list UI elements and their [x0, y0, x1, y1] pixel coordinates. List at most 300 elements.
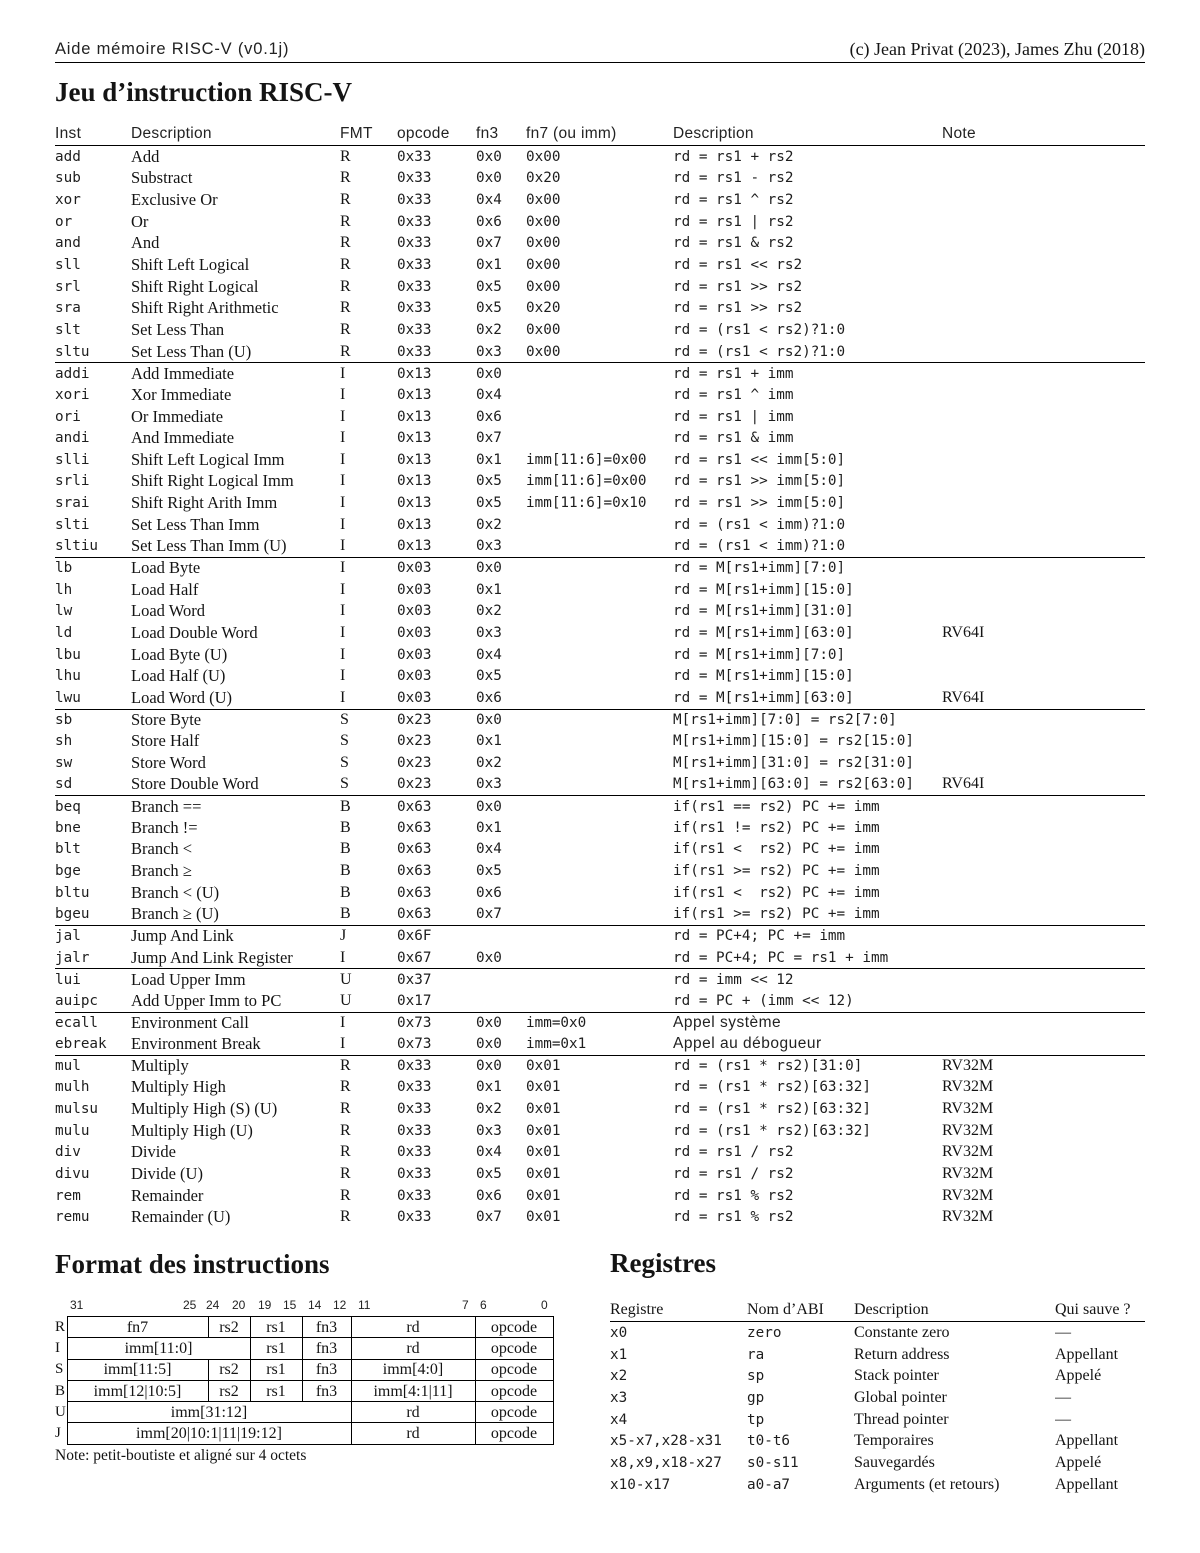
inst-fn3: 0x5	[476, 862, 502, 879]
register-row	[610, 1322, 1145, 1344]
instruction-row	[55, 1206, 1145, 1228]
inst-description: Load Byte (U)	[131, 644, 228, 664]
instruction-row	[55, 947, 1145, 969]
inst-semantics: rd = rs1 >> imm[5:0]	[673, 495, 846, 512]
inst-mnemonic: slli	[55, 451, 90, 468]
inst-fn3: 0x5	[476, 1165, 502, 1182]
inst-description: Shift Left Logical Imm	[131, 449, 285, 469]
inst-mnemonic: srai	[55, 495, 90, 512]
instruction-row	[55, 471, 1145, 493]
inst-fn3: 0x7	[476, 1209, 502, 1226]
format-field: rs1	[250, 1338, 302, 1359]
inst-mnemonic: sltu	[55, 343, 90, 360]
register-row	[610, 1409, 1145, 1431]
inst-format: R	[340, 234, 351, 252]
inst-fn3: 0x1	[476, 819, 502, 836]
inst-opcode: 0x33	[397, 148, 432, 165]
inst-format: R	[340, 342, 351, 360]
inst-semantics: rd = rs1 << rs2	[673, 257, 803, 274]
inst-description: Load Upper Imm	[131, 969, 246, 989]
inst-opcode: 0x13	[397, 451, 432, 468]
inst-mnemonic: bltu	[55, 884, 90, 901]
col-header-fn7: fn7 (ou imm)	[526, 125, 617, 142]
inst-opcode: 0x13	[397, 365, 432, 382]
copyright: (c) Jean Privat (2023), James Zhu (2018)	[849, 38, 1145, 59]
inst-semantics: M[rs1+imm][7:0] = rs2[7:0]	[673, 711, 897, 728]
inst-description: Multiply High (U)	[131, 1120, 253, 1140]
inst-fn7: 0x01	[526, 1209, 561, 1226]
inst-fn3: 0x7	[476, 906, 502, 923]
inst-fn3: 0x7	[476, 235, 502, 252]
instruction-row	[55, 665, 1145, 687]
bit-index: 11	[358, 1298, 371, 1312]
instruction-row	[55, 1185, 1145, 1207]
format-row-i	[55, 1338, 553, 1359]
inst-description: Xor Immediate	[131, 384, 232, 404]
register-saver: —	[1055, 1410, 1071, 1428]
inst-opcode: 0x33	[397, 213, 432, 230]
inst-opcode: 0x33	[397, 1079, 432, 1096]
inst-opcode: 0x63	[397, 819, 432, 836]
inst-description: Store Word	[131, 752, 206, 772]
format-field: imm[11:5]	[67, 1359, 208, 1380]
register-name: x1	[610, 1346, 628, 1363]
instruction-row	[55, 557, 1145, 579]
inst-description: Divide	[131, 1142, 176, 1162]
inst-semantics: rd = rs1 - rs2	[673, 170, 794, 187]
instruction-row	[55, 687, 1145, 709]
inst-mnemonic: ori	[55, 408, 81, 425]
inst-note: RV64I	[942, 775, 985, 793]
inst-description: Exclusive Or	[131, 190, 218, 210]
instruction-row	[55, 492, 1145, 514]
inst-description: Branch <	[131, 839, 193, 859]
inst-semantics: rd = rs1 | imm	[673, 408, 794, 425]
inst-opcode: 0x23	[397, 776, 432, 793]
register-row	[610, 1430, 1145, 1452]
inst-fn7: imm=0x1	[526, 1036, 587, 1053]
inst-description: Environment Break	[131, 1034, 261, 1054]
register-abi-name: t0-t6	[747, 1433, 791, 1450]
instruction-row	[55, 449, 1145, 471]
register-saver: —	[1055, 1323, 1071, 1341]
inst-description: Jump And Link	[131, 926, 234, 946]
instruction-row	[55, 1141, 1145, 1163]
inst-format: I	[340, 407, 346, 425]
inst-opcode: 0x63	[397, 906, 432, 923]
col-header-semantics: Description	[673, 125, 754, 142]
inst-format: I	[340, 559, 346, 577]
inst-fn7: 0x01	[526, 1058, 561, 1075]
format-field: opcode	[475, 1338, 553, 1359]
inst-mnemonic: beq	[55, 798, 81, 815]
inst-mnemonic: slti	[55, 516, 90, 533]
inst-semantics: rd = M[rs1+imm][63:0]	[673, 689, 854, 706]
bit-index: 0	[541, 1298, 548, 1312]
instruction-row	[55, 795, 1145, 817]
instruction-row	[55, 384, 1145, 406]
inst-fn7: 0x01	[526, 1122, 561, 1139]
inst-format: R	[340, 1143, 351, 1161]
inst-opcode: 0x33	[397, 1122, 432, 1139]
register-description: Thread pointer	[854, 1410, 949, 1428]
inst-description: Load Half	[131, 579, 199, 599]
register-row	[610, 1365, 1145, 1387]
inst-description: Load Word (U)	[131, 687, 233, 707]
inst-fn3: 0x1	[476, 581, 502, 598]
register-name: x8,x9,x18-x27	[610, 1454, 722, 1471]
inst-semantics: rd = (rs1 < imm)?1:0	[673, 538, 846, 555]
inst-note: RV32M	[942, 1057, 994, 1075]
inst-description: Load Word	[131, 601, 205, 621]
inst-description: Load Double Word	[131, 622, 258, 642]
inst-semantics: rd = rs1 << imm[5:0]	[673, 451, 846, 468]
inst-fn3: 0x2	[476, 603, 502, 620]
inst-mnemonic: ebreak	[55, 1036, 107, 1053]
register-description: Sauvegardés	[854, 1453, 935, 1471]
inst-format: I	[340, 472, 346, 490]
inst-fn3: 0x4	[476, 192, 502, 209]
inst-semantics: rd = PC+4; PC = rs1 + imm	[673, 949, 889, 966]
inst-fn3: 0x1	[476, 1079, 502, 1096]
format-title: Format des instructions	[55, 1249, 330, 1279]
instruction-row	[55, 622, 1145, 644]
instruction-row	[55, 233, 1145, 255]
inst-fn3: 0x2	[476, 321, 502, 338]
instruction-table	[55, 124, 1145, 1228]
col-header-register: Registre	[610, 1301, 664, 1318]
bit-index: 15	[283, 1298, 297, 1312]
inst-semantics: rd = (rs1 * rs2)[31:0]	[673, 1058, 863, 1075]
inst-format: R	[340, 1121, 351, 1139]
inst-description: Shift Left Logical	[131, 255, 250, 275]
inst-note: RV32M	[942, 1164, 994, 1182]
inst-semantics: M[rs1+imm][63:0] = rs2[63:0]	[673, 776, 915, 793]
inst-fn7: 0x00	[526, 278, 561, 295]
register-description: Return address	[854, 1345, 950, 1363]
format-field: rs2	[208, 1359, 250, 1380]
inst-fn7: 0x01	[526, 1187, 561, 1204]
inst-fn3: 0x0	[476, 1036, 502, 1053]
inst-format: I	[340, 494, 346, 512]
format-field: fn3	[302, 1380, 351, 1401]
inst-mnemonic: div	[55, 1144, 81, 1161]
registers-title: Registres	[610, 1248, 716, 1278]
inst-fn7: 0x00	[526, 257, 561, 274]
inst-semantics: rd = M[rs1+imm][31:0]	[673, 603, 854, 620]
instruction-row	[55, 319, 1145, 341]
inst-mnemonic: slt	[55, 321, 81, 338]
inst-format: R	[340, 1057, 351, 1075]
inst-note: RV32M	[942, 1121, 994, 1139]
inst-format: R	[340, 169, 351, 187]
inst-fn7: 0x01	[526, 1101, 561, 1117]
format-field: opcode	[475, 1423, 553, 1444]
instruction-row	[55, 600, 1145, 622]
inst-semantics: rd = PC + (imm << 12)	[673, 992, 854, 1009]
inst-fn3: 0x3	[476, 776, 502, 793]
register-saver: Appellant	[1055, 1475, 1119, 1493]
inst-fn3: 0x6	[476, 1187, 502, 1204]
inst-fn7: 0x01	[526, 1144, 561, 1161]
instruction-row	[55, 146, 1145, 168]
col-header-note: Note	[942, 125, 976, 142]
instruction-set-title: Jeu d’instruction RISC-V	[55, 77, 353, 107]
inst-format: I	[340, 645, 346, 663]
inst-description: Branch ≥ (U)	[131, 904, 219, 924]
inst-format: S	[340, 775, 349, 793]
col-header-reg-description: Description	[854, 1301, 929, 1318]
inst-description: And Immediate	[131, 428, 235, 448]
inst-description: Multiply	[131, 1056, 189, 1076]
inst-semantics: rd = (rs1 < imm)?1:0	[673, 516, 846, 533]
inst-opcode: 0x23	[397, 733, 432, 750]
bit-index: 19	[258, 1298, 272, 1312]
inst-description: Divide (U)	[131, 1163, 203, 1183]
inst-description: Add Upper Imm to PC	[131, 990, 282, 1010]
format-field: opcode	[475, 1380, 553, 1401]
inst-fn3: 0x3	[476, 538, 502, 555]
inst-format: R	[340, 1208, 351, 1226]
inst-fn3: 0x5	[476, 278, 502, 295]
document-title: Aide mémoire RISC-V (v0.1j)	[55, 39, 290, 58]
inst-opcode: 0x33	[397, 1165, 432, 1182]
col-header-fn3: fn3	[476, 125, 499, 142]
registers-table	[610, 1300, 1145, 1496]
inst-semantics: rd = imm << 12	[673, 971, 794, 988]
inst-fn7: 0x00	[526, 343, 561, 360]
inst-mnemonic: srli	[55, 473, 90, 490]
inst-opcode: 0x33	[397, 1144, 432, 1161]
inst-description: Branch < (U)	[131, 882, 220, 902]
inst-semantics: if(rs1 >= rs2) PC += imm	[673, 862, 880, 879]
inst-fn3: 0x0	[476, 170, 502, 187]
inst-semantics: rd = (rs1 * rs2)[63:32]	[673, 1101, 871, 1117]
instruction-row	[55, 1077, 1145, 1099]
register-row	[610, 1452, 1145, 1474]
inst-fn3: 0x4	[476, 646, 502, 663]
register-description: Global pointer	[854, 1388, 947, 1406]
format-field: opcode	[475, 1402, 553, 1423]
inst-format: I	[340, 537, 346, 555]
register-abi-name: tp	[747, 1411, 765, 1428]
inst-description: Environment Call	[131, 1012, 249, 1032]
inst-opcode: 0x33	[397, 1101, 432, 1117]
inst-format: R	[340, 1100, 351, 1117]
inst-format: R	[340, 191, 351, 209]
inst-mnemonic: sb	[55, 711, 73, 728]
inst-mnemonic: mulu	[55, 1122, 90, 1139]
inst-note: RV32M	[942, 1208, 994, 1226]
format-row-s	[55, 1359, 553, 1380]
instruction-row	[55, 709, 1145, 731]
inst-fn3: 0x7	[476, 430, 502, 447]
inst-opcode: 0x63	[397, 884, 432, 901]
inst-fn3: 0x0	[476, 560, 502, 577]
format-field: fn3	[302, 1359, 351, 1380]
inst-description: Add Immediate	[131, 363, 235, 383]
inst-description: Store Double Word	[131, 774, 259, 794]
inst-fn3: 0x4	[476, 386, 502, 403]
registers-table-body	[610, 1322, 1145, 1496]
inst-format: U	[340, 991, 352, 1009]
format-field: fn3	[302, 1338, 351, 1359]
instruction-row	[55, 341, 1145, 363]
inst-description: Shift Right Logical Imm	[131, 471, 294, 491]
inst-semantics: if(rs1 < rs2) PC += imm	[673, 884, 880, 901]
inst-format: R	[340, 1186, 351, 1204]
col-header-opcode: opcode	[397, 125, 450, 142]
register-row	[610, 1387, 1145, 1409]
inst-description: Multiply High	[131, 1077, 226, 1097]
inst-semantics: rd = M[rs1+imm][15:0]	[673, 668, 854, 685]
instruction-row	[55, 730, 1145, 752]
inst-fn3: 0x6	[476, 689, 502, 706]
inst-mnemonic: auipc	[55, 992, 99, 1009]
inst-note: RV32M	[942, 1186, 994, 1204]
instruction-row	[55, 579, 1145, 601]
inst-semantics: rd = rs1 & imm	[673, 430, 794, 447]
inst-mnemonic: addi	[55, 365, 90, 382]
inst-fn7: 0x00	[526, 192, 561, 209]
format-field: imm[31:12]	[67, 1402, 351, 1423]
inst-fn7: imm[11:6]=0x00	[526, 473, 647, 490]
inst-semantics: rd = rs1 >> rs2	[673, 300, 803, 317]
format-row-b	[55, 1380, 553, 1401]
inst-opcode: 0x13	[397, 538, 432, 555]
inst-semantics: if(rs1 == rs2) PC += imm	[673, 798, 880, 815]
inst-opcode: 0x63	[397, 798, 432, 815]
inst-description: Jump And Link Register	[131, 947, 293, 967]
inst-fn3: 0x4	[476, 1144, 502, 1161]
inst-fn7: 0x00	[526, 235, 561, 252]
inst-format: I	[340, 948, 346, 966]
inst-format: R	[340, 299, 351, 317]
inst-description: Store Half	[131, 731, 200, 751]
register-name: x4	[610, 1411, 628, 1428]
inst-format: I	[340, 429, 346, 447]
inst-fn7: 0x20	[526, 170, 561, 187]
inst-opcode: 0x03	[397, 646, 432, 663]
inst-description: Substract	[131, 168, 193, 188]
inst-semantics: rd = rs1 + rs2	[673, 148, 794, 165]
format-field: rd	[351, 1402, 475, 1423]
inst-description: Set Less Than Imm (U)	[131, 536, 287, 556]
instruction-row	[55, 168, 1145, 190]
inst-semantics: rd = PC+4; PC += imm	[673, 928, 846, 945]
inst-mnemonic: andi	[55, 430, 90, 447]
inst-fn3: 0x2	[476, 516, 502, 533]
inst-semantics: rd = M[rs1+imm][7:0]	[673, 560, 846, 577]
inst-mnemonic: mulh	[55, 1079, 90, 1096]
inst-description: Set Less Than (U)	[131, 341, 252, 361]
register-row	[610, 1344, 1145, 1366]
inst-description: Branch !=	[131, 817, 198, 837]
register-abi-name: ra	[747, 1346, 765, 1363]
inst-mnemonic: srl	[55, 278, 81, 295]
instruction-row	[55, 774, 1145, 796]
inst-mnemonic: lwu	[55, 689, 81, 706]
inst-mnemonic: sra	[55, 300, 81, 317]
instruction-row	[55, 254, 1145, 276]
inst-fn3: 0x0	[476, 1058, 502, 1075]
inst-fn3: 0x0	[476, 711, 502, 728]
inst-description: Shift Right Arith Imm	[131, 493, 278, 513]
inst-semantics: rd = rs1 >> imm[5:0]	[673, 473, 846, 490]
inst-fn3: 0x5	[476, 495, 502, 512]
format-field: rd	[351, 1317, 475, 1338]
inst-semantics: rd = rs1 ^ imm	[673, 386, 794, 403]
inst-mnemonic: mulsu	[55, 1101, 99, 1117]
inst-description: Shift Right Arithmetic	[131, 298, 279, 318]
inst-description: Branch ==	[131, 796, 202, 816]
inst-semantics: rd = M[rs1+imm][15:0]	[673, 581, 854, 598]
inst-mnemonic: lh	[55, 581, 73, 598]
instruction-row	[55, 1120, 1145, 1142]
inst-opcode: 0x23	[397, 711, 432, 728]
instruction-table-body	[55, 146, 1145, 1228]
inst-semantics: rd = rs1 / rs2	[673, 1144, 794, 1161]
inst-fn3: 0x1	[476, 257, 502, 274]
format-field: imm[4:0]	[351, 1359, 475, 1380]
inst-mnemonic: sll	[55, 257, 81, 274]
inst-opcode: 0x33	[397, 321, 432, 338]
inst-format: U	[340, 970, 352, 988]
inst-format: S	[340, 732, 349, 750]
inst-semantics: M[rs1+imm][15:0] = rs2[15:0]	[673, 733, 915, 750]
inst-mnemonic: ecall	[55, 1014, 99, 1031]
inst-format: R	[340, 1078, 351, 1096]
format-label: B	[55, 1382, 66, 1399]
bit-index: 7	[462, 1298, 469, 1312]
inst-fn3: 0x0	[476, 1014, 502, 1031]
inst-format: I	[340, 1013, 346, 1031]
inst-format: I	[340, 623, 346, 641]
instruction-row	[55, 1098, 1145, 1120]
inst-opcode: 0x13	[397, 473, 432, 490]
inst-semantics: rd = rs1 / rs2	[673, 1165, 794, 1182]
inst-mnemonic: xori	[55, 386, 90, 403]
inst-description: Shift Right Logical	[131, 276, 259, 296]
inst-opcode: 0x73	[397, 1036, 432, 1053]
inst-fn7: 0x01	[526, 1079, 561, 1096]
inst-semantics: Appel au débogueur	[673, 1035, 822, 1053]
inst-format: I	[340, 450, 346, 468]
inst-format: I	[340, 385, 346, 403]
inst-opcode: 0x17	[397, 992, 432, 1009]
inst-fn3: 0x6	[476, 408, 502, 425]
inst-mnemonic: blt	[55, 841, 81, 858]
inst-semantics: rd = (rs1 < rs2)?1:0	[673, 321, 846, 338]
inst-description: Load Byte	[131, 558, 201, 578]
inst-fn3: 0x0	[476, 798, 502, 815]
inst-mnemonic: sd	[55, 776, 73, 793]
instruction-row	[55, 968, 1145, 990]
inst-fn7: imm[11:6]=0x10	[526, 495, 647, 512]
inst-mnemonic: xor	[55, 192, 81, 209]
inst-semantics: rd = rs1 + imm	[673, 365, 794, 382]
inst-opcode: 0x13	[397, 516, 432, 533]
inst-fn3: 0x1	[476, 733, 502, 750]
instruction-row	[55, 362, 1145, 384]
col-header-abi-name: Nom d’ABI	[747, 1301, 824, 1318]
inst-fn3: 0x3	[476, 1122, 502, 1139]
inst-opcode: 0x33	[397, 278, 432, 295]
format-field: rd	[351, 1338, 475, 1359]
inst-format: I	[340, 515, 346, 533]
inst-note: RV32M	[942, 1143, 994, 1161]
instruction-row	[55, 817, 1145, 839]
